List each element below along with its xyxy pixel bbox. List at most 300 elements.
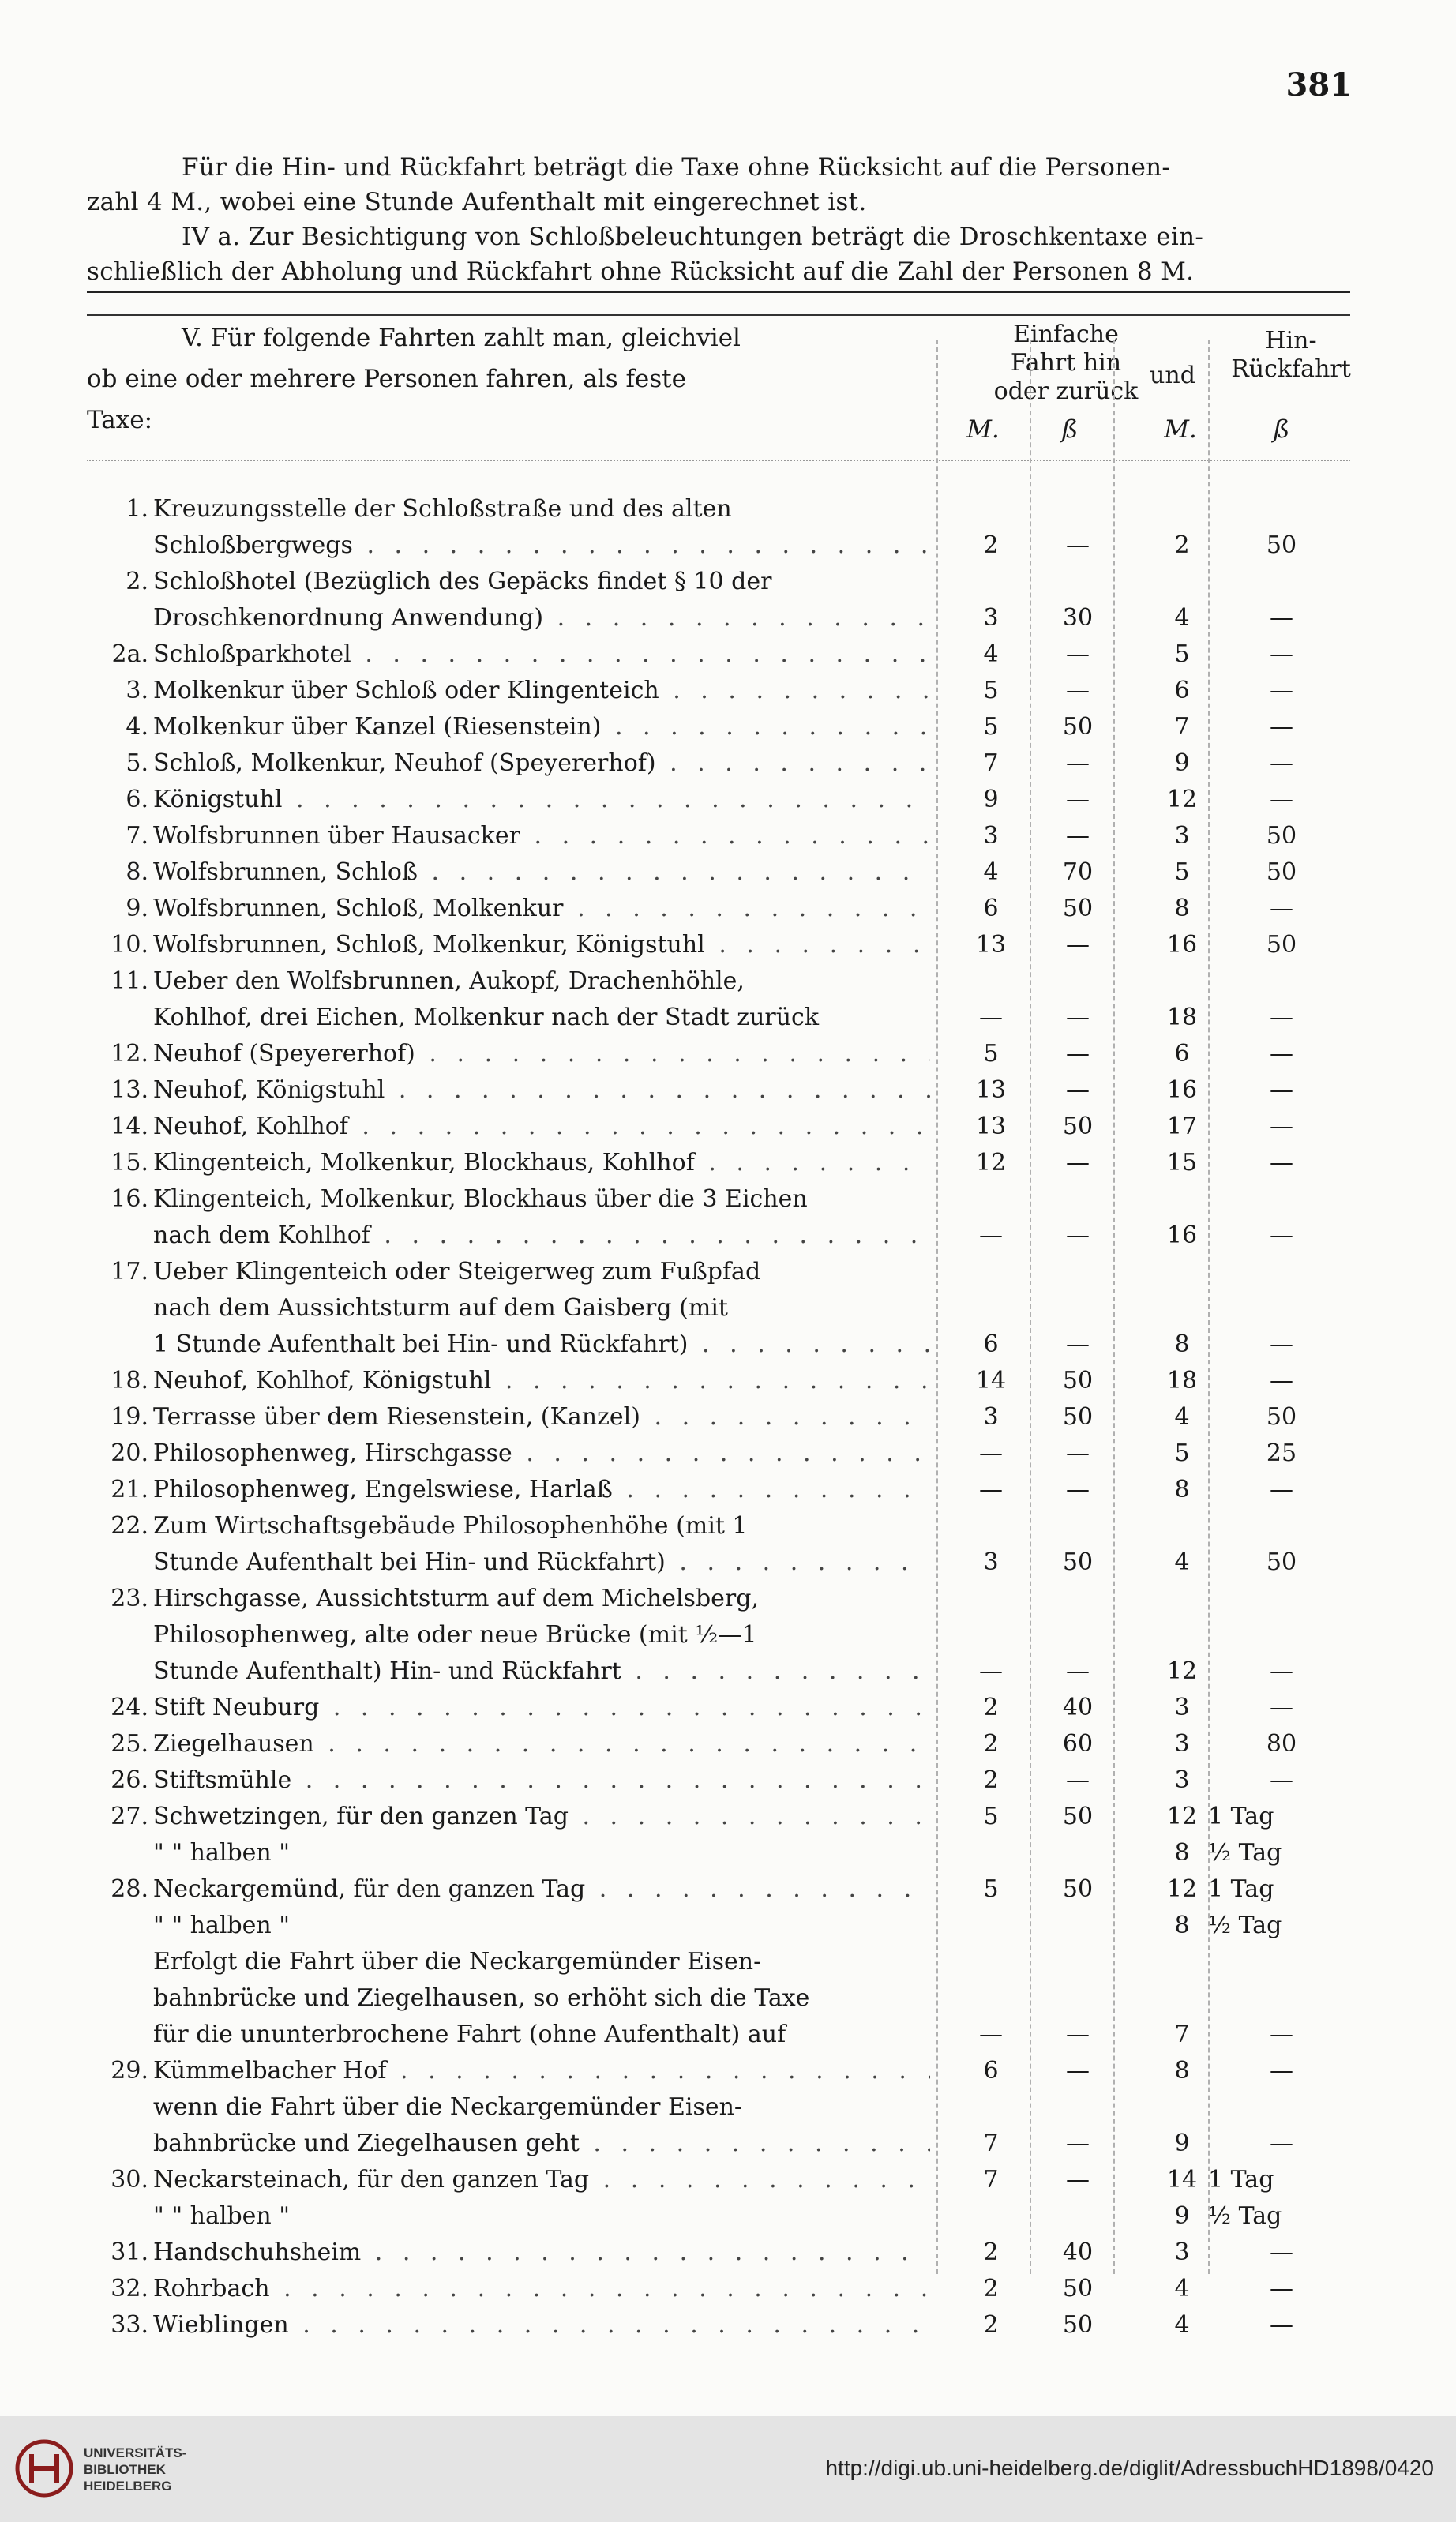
row-description: Schloßbergwegs . . . — [153, 527, 930, 564]
table-row — [0, 1327, 1456, 1363]
round-trip-marks: 12 — [1166, 1657, 1198, 1685]
table-row — [0, 1472, 1456, 1508]
table-row — [0, 1581, 1456, 1617]
round-trip-pfennig: — — [1270, 713, 1293, 741]
single-trip-marks: 3 — [983, 1548, 999, 1576]
column-header-text: Einfache — [1013, 321, 1119, 348]
single-trip-marks: 3 — [983, 604, 999, 632]
row-description: Schloß, Molkenkur, Neuhof (Speyererhof) . . . — [153, 745, 930, 782]
row-number: 4. — [126, 713, 148, 741]
round-trip-pfennig: — — [1270, 2130, 1293, 2157]
table-row — [0, 564, 1456, 600]
single-trip-pfennig: — — [1066, 1330, 1090, 1358]
table-row — [0, 673, 1456, 709]
single-trip-pfennig: 50 — [1062, 1548, 1094, 1576]
source-url-link[interactable]: http://digi.ub.uni-heidelberg.de/diglit/AdressbuchHD1898/0420 — [825, 2456, 1434, 2480]
table-row — [0, 2053, 1456, 2089]
intro-line: schließlich der Abholung und Rückfahrt ohne Rücksicht auf die Zahl der Personen 8 M. — [87, 254, 1350, 293]
single-trip-pfennig: 50 — [1062, 1875, 1094, 1903]
column-header-text: Fahrt hin — [1010, 349, 1122, 377]
single-trip-pfennig: — — [1066, 749, 1090, 777]
table-row — [0, 1000, 1456, 1036]
row-description: Klingenteich, Molkenkur, Blockhaus über die 3 Eichen — [153, 1185, 808, 1213]
row-description: Molkenkur über Schloß oder Klingenteich . . . — [153, 673, 930, 709]
table-row — [0, 1218, 1456, 1254]
row-description: Schloßhotel (Bezüglich des Gepäcks findet § 10 der — [153, 568, 772, 595]
header-line: ob eine oder mehrere Personen fahren, als feste — [87, 365, 686, 393]
round-trip-pfennig: — — [1270, 1330, 1293, 1358]
row-description: Neuhof, Kohlhof . . . — [153, 1109, 930, 1145]
table-row — [0, 491, 1456, 527]
round-trip-pfennig: 1 Tag — [1208, 1875, 1274, 1903]
round-trip-pfennig: — — [1270, 786, 1293, 813]
round-trip-marks: 2 — [1174, 531, 1190, 559]
single-trip-pfennig: — — [1066, 2021, 1090, 2048]
table-row — [0, 1690, 1456, 1726]
single-trip-pfennig: 50 — [1062, 895, 1094, 922]
row-description: Rohrbach . . . — [153, 2271, 930, 2307]
round-trip-pfennig: — — [1270, 1222, 1293, 1249]
single-trip-pfennig: 60 — [1062, 1730, 1094, 1758]
table-row — [0, 1109, 1456, 1145]
unit-mark: M. — [1164, 415, 1197, 444]
single-trip-marks: 4 — [983, 640, 999, 668]
table-row — [0, 1799, 1456, 1835]
round-trip-marks: 9 — [1174, 2202, 1190, 2230]
row-description: " " halben " — [153, 2202, 291, 2230]
page-number: 381 — [1285, 66, 1352, 103]
round-trip-pfennig: 50 — [1266, 822, 1297, 850]
table-row — [0, 1835, 1456, 1871]
row-number: 11. — [111, 967, 148, 995]
round-trip-pfennig: 50 — [1266, 531, 1297, 559]
single-trip-pfennig: — — [1066, 1766, 1090, 1794]
header-separator — [87, 460, 1350, 461]
round-trip-marks: 12 — [1166, 1875, 1198, 1903]
round-trip-pfennig: — — [1270, 1076, 1293, 1104]
row-description: Königstuhl . . . — [153, 782, 930, 818]
row-description: Handschuhsheim . . . — [153, 2235, 930, 2271]
round-trip-marks: 12 — [1166, 1803, 1198, 1830]
row-description: Erfolgt die Fahrt über die Neckargemünder Eisen- — [153, 1948, 762, 1976]
single-trip-pfennig: — — [1066, 2130, 1090, 2157]
row-description: Wolfsbrunnen über Hausacker . . . — [153, 818, 930, 854]
table-row — [0, 2198, 1456, 2235]
round-trip-pfennig: — — [1270, 2021, 1293, 2048]
round-trip-marks: 8 — [1174, 1839, 1190, 1867]
university-library-logo-icon — [14, 2438, 74, 2498]
single-trip-marks: 3 — [983, 822, 999, 850]
round-trip-marks: 4 — [1174, 2275, 1190, 2302]
round-trip-pfennig: — — [1270, 640, 1293, 668]
single-trip-marks: 6 — [983, 1330, 999, 1358]
single-trip-pfennig: — — [1066, 1040, 1090, 1068]
row-number: 3. — [126, 677, 148, 704]
unit-pfennig: ß — [1061, 415, 1079, 444]
row-number: 1. — [126, 495, 148, 523]
header-line: Taxe: — [87, 406, 153, 434]
single-trip-marks: 13 — [975, 931, 1007, 959]
table-row — [0, 1254, 1456, 1290]
single-trip-pfennig: — — [1066, 931, 1090, 959]
single-trip-pfennig: — — [1066, 2166, 1090, 2194]
round-trip-pfennig: — — [1270, 1149, 1293, 1177]
single-trip-marks: 2 — [983, 2275, 999, 2302]
column-header-text: Rückfahrt — [1231, 355, 1351, 383]
round-trip-pfennig: — — [1270, 1113, 1293, 1140]
column-header-text: Hin- — [1265, 327, 1317, 355]
row-description: Hirschgasse, Aussichtsturm auf dem Michelsberg, — [153, 1585, 759, 1612]
table-row — [0, 1980, 1456, 2017]
row-description: Schwetzingen, für den ganzen Tag . . . — [153, 1799, 930, 1835]
table-row — [0, 854, 1456, 891]
single-trip-pfennig: — — [1066, 677, 1090, 704]
library-name — [84, 2445, 186, 2494]
table-row — [0, 1145, 1456, 1181]
library-name-line: HEIDELBERG — [84, 2479, 172, 2494]
row-number: 17. — [111, 1258, 148, 1285]
table-row — [0, 2307, 1456, 2344]
round-trip-marks: 4 — [1174, 604, 1190, 632]
round-trip-marks: 3 — [1174, 1730, 1190, 1758]
row-description: Neckargemünd, für den ganzen Tag . . . — [153, 1871, 930, 1908]
row-description: Droschkenordnung Anwendung) . . . — [153, 600, 930, 636]
table-row — [0, 1653, 1456, 1690]
single-trip-pfennig: 40 — [1062, 2239, 1094, 2266]
single-trip-pfennig: 50 — [1062, 1803, 1094, 1830]
row-description: wenn die Fahrt über die Neckargemünder Eisen- — [153, 2093, 743, 2121]
round-trip-marks: 18 — [1166, 1367, 1198, 1394]
table-row — [0, 1399, 1456, 1436]
table-row — [0, 963, 1456, 1000]
single-trip-pfennig: — — [1066, 822, 1090, 850]
round-trip-pfennig: — — [1270, 1367, 1293, 1394]
round-trip-pfennig: — — [1270, 604, 1293, 632]
single-trip-marks: 2 — [983, 1766, 999, 1794]
row-number: 2. — [126, 568, 148, 595]
header-line: V. Für folgende Fahrten zahlt man, gleichviel — [182, 324, 741, 352]
table-row — [0, 1944, 1456, 1980]
row-description: Molkenkur über Kanzel (Riesenstein) . . . — [153, 709, 930, 745]
single-trip-marks: 5 — [983, 713, 999, 741]
single-trip-marks: 4 — [983, 858, 999, 886]
table-row — [0, 1072, 1456, 1109]
single-trip-pfennig: 40 — [1062, 1694, 1094, 1721]
round-trip-marks: 7 — [1174, 2021, 1190, 2048]
round-trip-marks: 4 — [1174, 1403, 1190, 1431]
round-trip-pfennig: — — [1270, 1766, 1293, 1794]
round-trip-marks: 7 — [1174, 713, 1190, 741]
table-row — [0, 1181, 1456, 1218]
row-description: Neuhof, Kohlhof, Königstuhl . . . — [153, 1363, 930, 1399]
single-trip-marks: 6 — [983, 2057, 999, 2085]
row-description: Ueber Klingenteich oder Steigerweg zum Fußpfad — [153, 1258, 761, 1285]
round-trip-pfennig: 50 — [1266, 931, 1297, 959]
table-row — [0, 1290, 1456, 1327]
unit-pfennig: ß — [1273, 415, 1290, 444]
round-trip-marks: 3 — [1174, 1766, 1190, 1794]
round-trip-marks: 14 — [1166, 2166, 1198, 2194]
single-trip-marks: — — [979, 1004, 1003, 1031]
table-row — [0, 527, 1456, 564]
row-description: bahnbrücke und Ziegelhausen, so erhöht sich die Taxe — [153, 1984, 810, 2012]
row-number: 30. — [111, 2166, 148, 2194]
round-trip-marks: 6 — [1174, 1040, 1190, 1068]
round-trip-pfennig: 1 Tag — [1208, 1803, 1274, 1830]
table-row — [0, 1036, 1456, 1072]
row-description: Philosophenweg, Hirschgasse . . . — [153, 1436, 930, 1472]
row-description: " " halben " — [153, 1839, 291, 1867]
single-trip-marks: 5 — [983, 1803, 999, 1830]
round-trip-marks: 15 — [1166, 1149, 1198, 1177]
table-header — [87, 314, 1350, 456]
round-trip-marks: 18 — [1166, 1004, 1198, 1031]
round-trip-marks: 5 — [1174, 858, 1190, 886]
table-row — [0, 782, 1456, 818]
single-trip-marks: — — [979, 1222, 1003, 1249]
row-number: 16. — [111, 1185, 148, 1213]
row-description: Zum Wirtschaftsgebäude Philosophenhöhe (mit 1 — [153, 1512, 748, 1540]
round-trip-marks: 9 — [1174, 2130, 1190, 2157]
row-number: 7. — [126, 822, 148, 850]
table-row — [0, 1544, 1456, 1581]
unit-mark: M. — [966, 415, 1000, 444]
row-number: 24. — [111, 1694, 148, 1721]
table-row — [0, 1908, 1456, 1944]
row-number: 21. — [111, 1476, 148, 1503]
round-trip-marks: 8 — [1174, 1476, 1190, 1503]
row-number: 26. — [111, 1766, 148, 1794]
single-trip-pfennig: — — [1066, 1476, 1090, 1503]
single-trip-marks: 9 — [983, 786, 999, 813]
single-trip-marks: 3 — [983, 1403, 999, 1431]
round-trip-pfennig: — — [1270, 2239, 1293, 2266]
single-trip-pfennig: — — [1066, 1076, 1090, 1104]
row-description: Wolfsbrunnen, Schloß, Molkenkur, Königstuhl . . . — [153, 927, 930, 963]
intro-text — [87, 150, 1350, 293]
row-description: Terrasse über dem Riesenstein, (Kanzel) . . . — [153, 1399, 930, 1436]
round-trip-pfennig: — — [1270, 677, 1293, 704]
round-trip-marks: 16 — [1166, 1222, 1198, 1249]
single-trip-pfennig: — — [1066, 1004, 1090, 1031]
column-header-and: und — [1150, 362, 1195, 389]
single-trip-marks: 5 — [983, 677, 999, 704]
round-trip-pfennig: ½ Tag — [1208, 2202, 1282, 2230]
round-trip-marks: 8 — [1174, 2057, 1190, 2085]
single-trip-pfennig: — — [1066, 786, 1090, 813]
row-number: 2a. — [111, 640, 148, 668]
row-description: Neckarsteinach, für den ganzen Tag . . . — [153, 2162, 930, 2198]
row-description: Schloßparkhotel . . . — [153, 636, 930, 673]
row-number: 32. — [111, 2275, 148, 2302]
single-trip-pfennig: 50 — [1062, 1113, 1094, 1140]
single-trip-pfennig: — — [1066, 640, 1090, 668]
single-trip-pfennig: — — [1066, 2057, 1090, 2085]
round-trip-pfennig: — — [1270, 2057, 1293, 2085]
row-description: Wieblingen . . . — [153, 2307, 930, 2344]
table-row — [0, 2089, 1456, 2126]
single-trip-marks: — — [979, 1476, 1003, 1503]
round-trip-marks: 4 — [1174, 1548, 1190, 1576]
row-number: 15. — [111, 1149, 148, 1177]
row-number: 33. — [111, 2311, 148, 2339]
single-trip-marks: 7 — [983, 2166, 999, 2194]
row-description: " " halben " — [153, 1912, 291, 1939]
round-trip-marks: 17 — [1166, 1113, 1198, 1140]
single-trip-pfennig: — — [1066, 531, 1090, 559]
round-trip-marks: 12 — [1166, 786, 1198, 813]
single-trip-marks: 7 — [983, 2130, 999, 2157]
table-row — [0, 1363, 1456, 1399]
column-header-round-trip — [1200, 327, 1382, 384]
single-trip-pfennig: — — [1066, 1657, 1090, 1685]
round-trip-marks: 3 — [1174, 822, 1190, 850]
round-trip-marks: 5 — [1174, 640, 1190, 668]
single-trip-pfennig: 50 — [1062, 713, 1094, 741]
table-row — [0, 1436, 1456, 1472]
round-trip-marks: 5 — [1174, 1439, 1190, 1467]
single-trip-marks: 2 — [983, 2239, 999, 2266]
table-row — [0, 709, 1456, 745]
row-description: Wolfsbrunnen, Schloß, Molkenkur . . . — [153, 891, 930, 927]
library-name-line: BIBLIOTHEK — [84, 2462, 166, 2477]
round-trip-pfennig: 80 — [1266, 1730, 1297, 1758]
single-trip-marks: 13 — [975, 1076, 1007, 1104]
row-description: Ueber den Wolfsbrunnen, Aukopf, Drachenhöhle, — [153, 967, 745, 995]
row-description: nach dem Kohlhof . . . — [153, 1218, 930, 1254]
table-row — [0, 2017, 1456, 2053]
round-trip-marks: 3 — [1174, 1694, 1190, 1721]
row-description: für die ununterbrochene Fahrt (ohne Aufenthalt) auf — [153, 2021, 786, 2048]
round-trip-pfennig: — — [1270, 1657, 1293, 1685]
table-row — [0, 2162, 1456, 2198]
single-trip-marks: 5 — [983, 1040, 999, 1068]
single-trip-pfennig: 50 — [1062, 1403, 1094, 1431]
row-number: 27. — [111, 1803, 148, 1830]
fare-table — [0, 491, 1456, 2344]
round-trip-marks: 6 — [1174, 677, 1190, 704]
row-number: 29. — [111, 2057, 148, 2085]
round-trip-pfennig: ½ Tag — [1208, 1839, 1282, 1867]
row-description: 1 Stunde Aufenthalt bei Hin- und Rückfahrt) . . . — [153, 1327, 930, 1363]
row-description: Stift Neuburg . . . — [153, 1690, 930, 1726]
round-trip-marks: 8 — [1174, 1330, 1190, 1358]
single-trip-pfennig: 50 — [1062, 1367, 1094, 1394]
round-trip-pfennig: — — [1270, 1040, 1293, 1068]
table-row — [0, 2126, 1456, 2162]
intro-line: IV a. Zur Besichtigung von Schloßbeleuchtungen beträgt die Droschkentaxe ein- — [182, 223, 1204, 251]
row-number: 14. — [111, 1113, 148, 1140]
table-row — [0, 600, 1456, 636]
single-trip-marks: 2 — [983, 1694, 999, 1721]
round-trip-pfennig: — — [1270, 1476, 1293, 1503]
single-trip-pfennig: 50 — [1062, 2311, 1094, 2339]
round-trip-marks: 16 — [1166, 1076, 1198, 1104]
row-description: Neuhof (Speyererhof) . . . — [153, 1036, 930, 1072]
single-trip-pfennig: — — [1066, 1439, 1090, 1467]
row-description: Kümmelbacher Hof . . . — [153, 2053, 930, 2089]
single-trip-marks: 7 — [983, 749, 999, 777]
table-row — [0, 2271, 1456, 2307]
row-description: Ziegelhausen . . . — [153, 1726, 930, 1762]
row-number: 9. — [126, 895, 148, 922]
table-row — [0, 891, 1456, 927]
round-trip-pfennig: 1 Tag — [1208, 2166, 1274, 2194]
table-row — [0, 2235, 1456, 2271]
single-trip-pfennig: — — [1066, 1222, 1090, 1249]
table-row — [0, 636, 1456, 673]
round-trip-marks: 16 — [1166, 931, 1198, 959]
round-trip-marks: 9 — [1174, 749, 1190, 777]
round-trip-marks: 3 — [1174, 2239, 1190, 2266]
library-name-line: UNIVERSITÄTS- — [84, 2445, 187, 2460]
row-number: 8. — [126, 858, 148, 886]
single-trip-pfennig: 50 — [1062, 2275, 1094, 2302]
row-description: Kreuzungsstelle der Schloßstraße und des alten — [153, 495, 732, 523]
row-description: Klingenteich, Molkenkur, Blockhaus, Kohlhof . . . — [153, 1145, 930, 1181]
single-trip-pfennig: — — [1066, 1149, 1090, 1177]
table-row — [0, 927, 1456, 963]
table-row — [0, 1871, 1456, 1908]
single-trip-marks: 13 — [975, 1113, 1007, 1140]
round-trip-marks: 8 — [1174, 1912, 1190, 1939]
round-trip-pfennig: — — [1270, 1004, 1293, 1031]
row-number: 25. — [111, 1730, 148, 1758]
round-trip-pfennig: 25 — [1266, 1439, 1297, 1467]
single-trip-marks: 5 — [983, 1875, 999, 1903]
single-trip-marks: 2 — [983, 531, 999, 559]
row-number: 19. — [111, 1403, 148, 1431]
single-trip-marks: 6 — [983, 895, 999, 922]
round-trip-pfennig: — — [1270, 2311, 1293, 2339]
single-trip-pfennig: 30 — [1062, 604, 1094, 632]
row-description: Stunde Aufenthalt bei Hin- und Rückfahrt) . . . — [153, 1544, 930, 1581]
footer-bar — [0, 2416, 1456, 2522]
single-trip-marks: 14 — [975, 1367, 1007, 1394]
round-trip-pfennig: — — [1270, 895, 1293, 922]
row-number: 10. — [111, 931, 148, 959]
round-trip-pfennig: 50 — [1266, 1403, 1297, 1431]
round-trip-pfennig: — — [1270, 749, 1293, 777]
round-trip-pfennig: 50 — [1266, 1548, 1297, 1576]
row-number: 22. — [111, 1512, 148, 1540]
single-trip-marks: — — [979, 2021, 1003, 2048]
row-number: 23. — [111, 1585, 148, 1612]
intro-line: zahl 4 M., wobei eine Stunde Aufenthalt mit eingerechnet ist. — [87, 188, 867, 216]
table-row — [0, 745, 1456, 782]
row-number: 12. — [111, 1040, 148, 1068]
row-number: 28. — [111, 1875, 148, 1903]
row-description: bahnbrücke und Ziegelhausen geht . . . — [153, 2126, 930, 2162]
row-number: 18. — [111, 1367, 148, 1394]
row-description: Philosophenweg, Engelswiese, Harlaß . . . — [153, 1472, 930, 1508]
column-header-text: oder zurück — [993, 377, 1139, 405]
table-row — [0, 1508, 1456, 1544]
row-description: Kohlhof, drei Eichen, Molkenkur nach der Stadt zurück — [153, 1004, 820, 1031]
table-row — [0, 818, 1456, 854]
row-description: Philosophenweg, alte oder neue Brücke (mit ½—1 — [153, 1621, 757, 1649]
single-trip-pfennig: 70 — [1062, 858, 1094, 886]
row-description: Neuhof, Königstuhl . . . — [153, 1072, 930, 1109]
round-trip-pfennig: 50 — [1266, 858, 1297, 886]
row-description: Wolfsbrunnen, Schloß . . . — [153, 854, 930, 891]
table-row — [0, 1726, 1456, 1762]
single-trip-marks: 2 — [983, 1730, 999, 1758]
single-trip-marks: 2 — [983, 2311, 999, 2339]
row-number: 13. — [111, 1076, 148, 1104]
header-description — [87, 317, 930, 441]
single-trip-marks: 12 — [975, 1149, 1007, 1177]
